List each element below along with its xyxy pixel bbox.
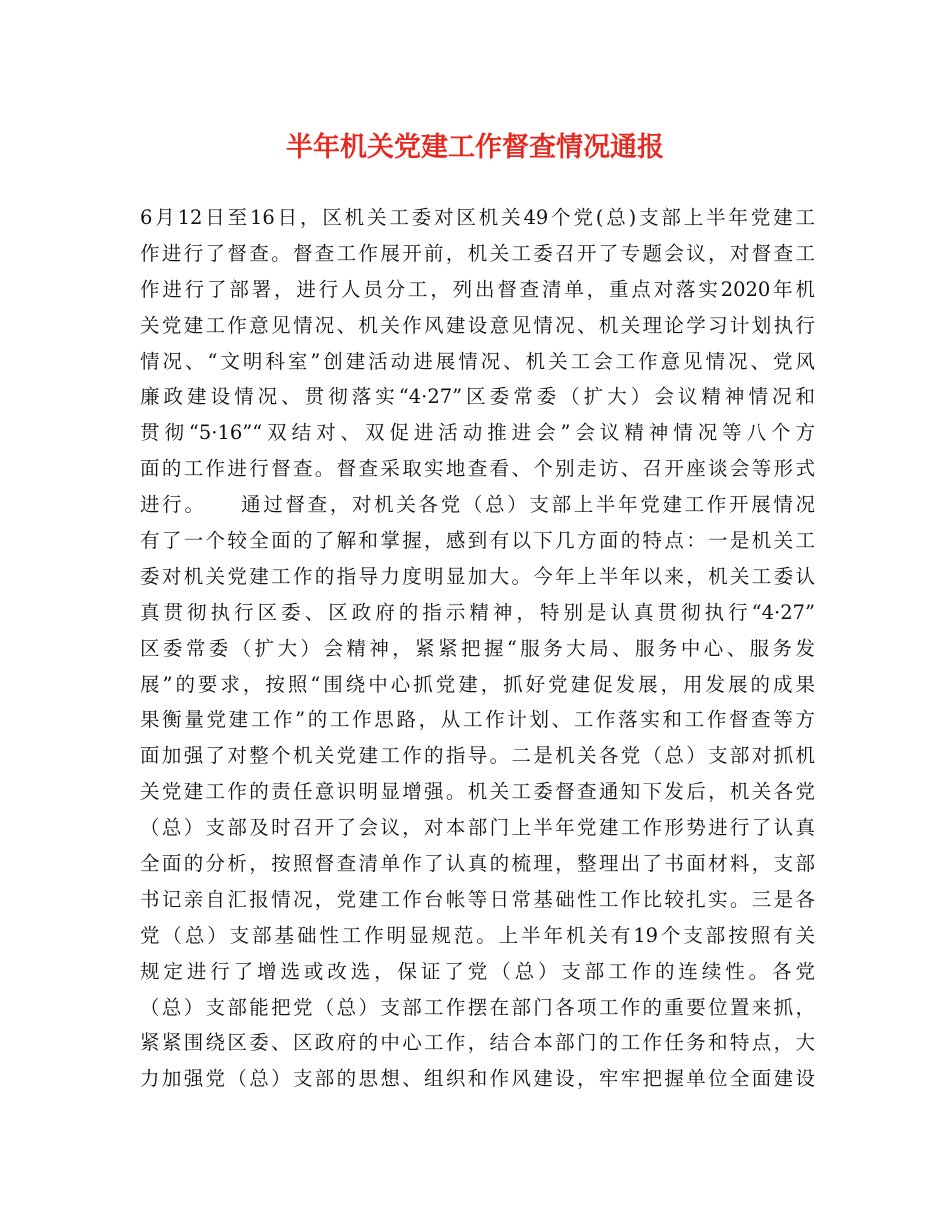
body-line: 有了一个较全面的了解和掌握，感到有以下几方面的特点：一是机关工	[140, 529, 815, 553]
body-line: 作进行了部署，进行人员分工，列出督查清单，重点对落实2020年机	[140, 277, 815, 301]
body-line: （总）支部能把党（总）支部工作摆在部门各项工作的重要位置来抓，	[140, 995, 815, 1019]
document-body	[140, 200, 815, 1097]
body-line: 党（总）支部基础性工作明显规范。上半年机关有19个支部按照有关	[140, 923, 815, 947]
body-line: 面加强了对整个机关党建工作的指导。二是机关各党（总）支部对抓机	[140, 744, 815, 768]
body-line: 6月12日至16日，区机关工委对区机关49个党(总)支部上半年党建工	[140, 206, 815, 229]
body-line: （总）支部及时召开了会议，对本部门上半年党建工作形势进行了认真	[140, 816, 815, 840]
body-line: 委对机关党建工作的指导力度明显加大。今年上半年以来，机关工委认	[140, 564, 815, 588]
body-line: 紧紧围绕区委、区政府的中心工作，结合本部门的工作任务和特点，大	[140, 1031, 815, 1055]
body-line: 果衡量党建工作”的工作思路，从工作计划、工作落实和工作督查等方	[140, 708, 815, 732]
body-line: 规定进行了增选或改选，保证了党（总）支部工作的连续性。各党	[140, 959, 815, 983]
body-line: 真贯彻执行区委、区政府的指示精神，特别是认真贯彻执行“4·27”	[140, 600, 815, 624]
body-line: 关党建工作的责任意识明显增强。机关工委督查通知下发后，机关各党	[140, 780, 815, 804]
body-line: 展”的要求，按照“围绕中心抓党建，抓好党建促发展，用发展的成果	[140, 672, 815, 696]
body-line: 廉政建设情况、贯彻落实“4·27”区委常委（扩大）会议精神情况和	[140, 385, 815, 409]
document-title: 半年机关党建工作督查情况通报	[286, 132, 664, 163]
body-line: 进行。 通过督查，对机关各党（总）支部上半年党建工作开展情况	[140, 493, 815, 517]
body-line: 力加强党（总）支部的思想、组织和作风建设，牢牢把握单位全面建设	[140, 1067, 815, 1091]
body-line: 关党建工作意见情况、机关作风建设意见情况、机关理论学习计划执行	[140, 313, 815, 337]
body-line: 贯彻“5·16”“双结对、双促进活动推进会”会议精神情况等八个方	[140, 421, 815, 445]
body-line: 面的工作进行督查。督查采取实地查看、个别走访、召开座谈会等形式	[140, 457, 815, 481]
body-line: 作进行了督查。督查工作展开前，机关工委召开了专题会议，对督查工	[140, 241, 815, 265]
body-line: 情况、“文明科室”创建活动进展情况、机关工会工作意见情况、党风	[140, 349, 815, 373]
body-line: 区委常委（扩大）会精神，紧紧把握“服务大局、服务中心、服务发	[140, 636, 815, 660]
body-line: 书记亲自汇报情况，党建工作台帐等日常基础性工作比较扎实。三是各	[140, 887, 815, 911]
body-line: 全面的分析，按照督查清单作了认真的梳理，整理出了书面材料，支部	[140, 852, 815, 876]
